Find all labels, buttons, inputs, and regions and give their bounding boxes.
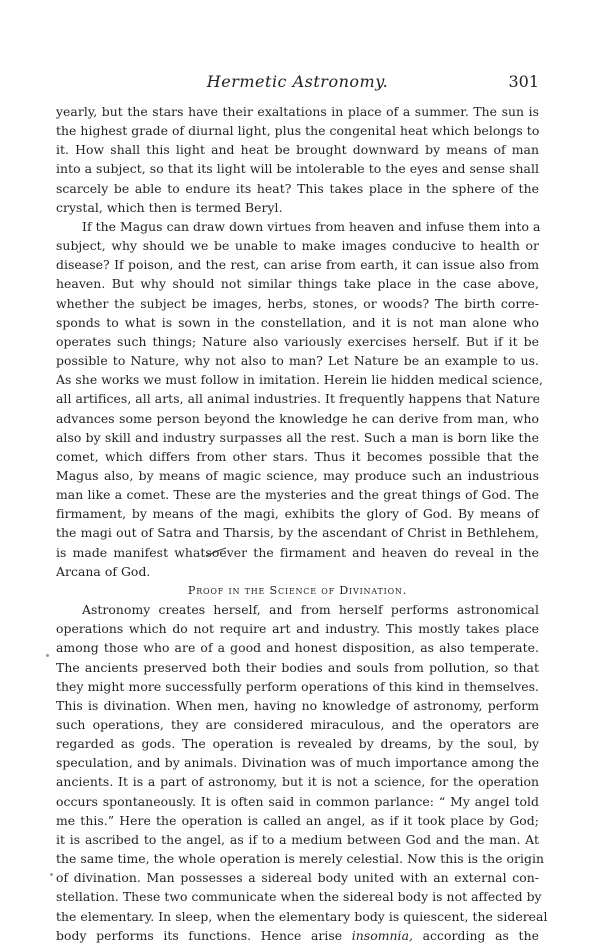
text-line: advances some person beyond the knowledge he can derive from man, who (56, 410, 539, 426)
text-line: scarcely be able to endure its heat? This takes place in the sphere of the (56, 180, 539, 196)
text-line: subject, why should we be unable to make images conducive to health or (56, 238, 539, 254)
text-line: stellation. These two communicate when the sidereal body is not affected by (56, 889, 542, 905)
text-line: Arcana of God. (56, 563, 151, 579)
page-header (56, 72, 539, 94)
text-line: comet, which differs from other stars. Thus it becomes possible that the (56, 448, 539, 464)
text-line: operates such things; Nature also variously exercises herself. But if it be (56, 333, 539, 349)
text-line: This is divination. When men, having no knowledge of astronomy, perform (56, 697, 539, 713)
running-title: Hermetic Astronomy. (206, 72, 389, 91)
text-line: such operations, they are considered miraculous, and the operators are (56, 717, 539, 732)
text-line: speculation, and by animals. Divination was of much importance among the (56, 755, 539, 771)
paragraph-3-final-line (56, 926, 539, 945)
text-line: occurs spontaneously. It is often said in common parlance: “ My angel told (56, 793, 539, 809)
margin-speck (46, 654, 49, 657)
ink-mark-icon (205, 547, 227, 557)
text-run: body performs its functions. Hence arise (56, 927, 352, 943)
text-line: the magi out of Satra and Tharsis, by the ascendant of Christ in Bethlehem, (56, 525, 539, 541)
text-line: of divination. Man possesses a sidereal body united with an external con- (56, 870, 539, 886)
text-line: whether the subject be images, herbs, stones, or woods? The birth corre- (56, 295, 539, 311)
text-line: As she works we must follow in imitation. Herein lie hidden medical science, (56, 372, 544, 388)
text-line: operations which do not require art and industry. This mostly takes place (56, 621, 539, 637)
text-line: is made manifest whatsoever the firmament and heaven do reveal in the (56, 544, 539, 560)
paragraph-2 (56, 217, 544, 581)
text-line: the same time, the whole operation is merely celestial. Now this is the origin (56, 851, 545, 867)
text-line: regarded as gods. The operation is revealed by dreams, by the soul, by (56, 736, 539, 752)
book-page (56, 72, 548, 945)
text-line: yearly, but the stars have their exaltations in place of a summer. The sun is (56, 104, 539, 119)
text-line: it is ascribed to the angel, as if to a medium between God and the man. At (56, 831, 539, 847)
text-line: also by skill and industry surpasses all the rest. Such a man is born like the (56, 429, 539, 445)
text-line: firmament, by means of the magi, exhibits the glory of God. By means of (56, 506, 539, 522)
text-line: Magus also, by means of magic science, may produce such an industrious (56, 467, 539, 483)
text-line: the elementary. In sleep, when the elementary body is quiescent, the sidereal (56, 908, 548, 924)
text-line: man like a comet. These are the mysteries and the great things of God. The (56, 487, 539, 503)
text-line: into a subject, so that its light will be intolerable to the eyes and sense shall (56, 161, 539, 177)
text-line: sponds to what is sown in the constellation, and it is not man alone who (56, 314, 539, 330)
text-line: If the Magus can draw down virtues from heaven and infuse them into a (82, 218, 541, 234)
text-line: crystal, which then is termed Beryl. (56, 199, 283, 215)
text-line: ancients. It is a part of astronomy, but it is not a science, for the operation (56, 774, 539, 790)
text-line: it. How shall this light and heat be brought downward by means of man (56, 142, 539, 158)
text-line: all artifices, all arts, all animal industries. It frequently happens that Nature (56, 391, 540, 407)
page-number: 301 (508, 72, 539, 91)
text-line: disease? If poison, and the rest, can arise from earth, it can issue also from (56, 257, 539, 273)
section-heading: Proof in the Science of Divination. (187, 583, 408, 597)
text-line (56, 926, 539, 945)
text-line: The ancients preserved both their bodies and souls from pollution, so that (56, 659, 539, 675)
paragraph-1 (56, 102, 539, 217)
paragraph-3 (56, 600, 548, 926)
text-run: according as the (413, 927, 539, 943)
text-line: heaven. But why should not similar things take place in the case above, (56, 276, 539, 292)
margin-speck (50, 873, 53, 876)
text-line: among those who are of a good and honest disposition, as also temperate. (56, 640, 539, 656)
text-line: Astronomy creates herself, and from herself performs astronomical (82, 602, 539, 618)
italic-term: insomnia, (351, 927, 413, 943)
text-line: the highest grade of diurnal light, plus the congenital heat which belongs to (56, 123, 540, 139)
text-line: possible to Nature, why not also to man? Let Nature be an example to us. (56, 353, 539, 369)
text-line: me this.” Here the operation is called an angel, as if it took place by God; (56, 812, 539, 828)
text-line: they might more successfully perform operations of this kind in themselves. (56, 678, 539, 694)
